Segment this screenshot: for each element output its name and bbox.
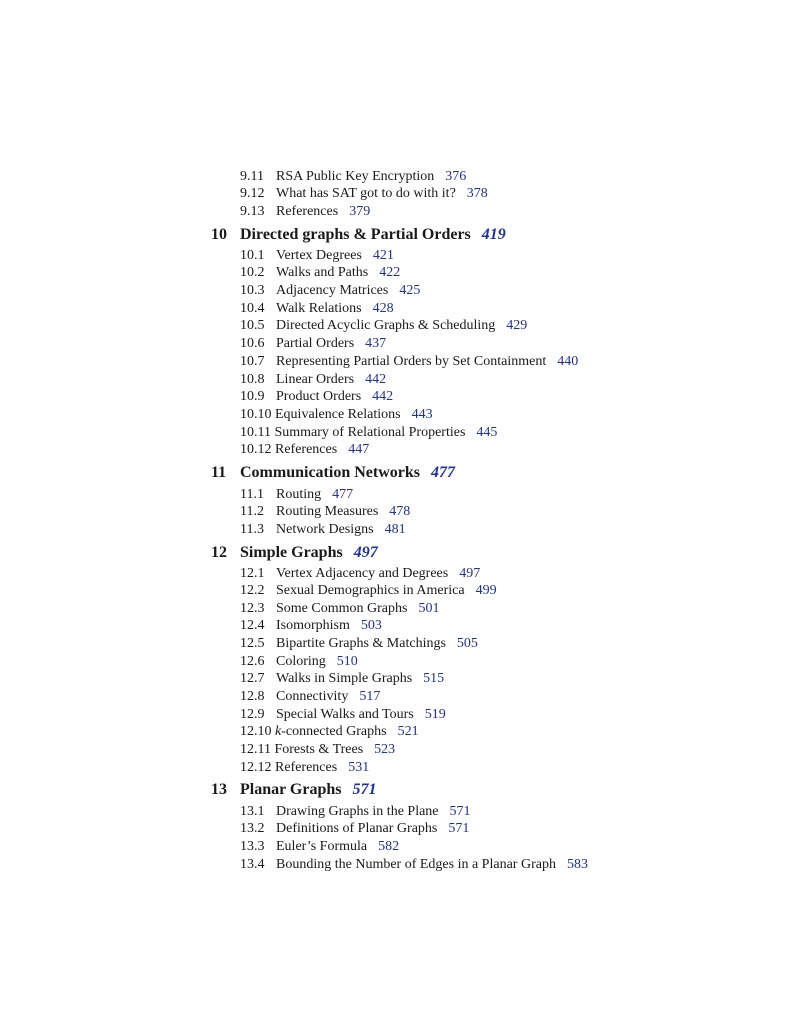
section-number: 10.8 (240, 372, 265, 387)
section-number: 10.3 (240, 283, 265, 298)
section-page-link[interactable]: 445 (476, 425, 498, 440)
chapter-title: Planar Graphs (240, 781, 342, 798)
toc-section-12-6 (240, 653, 358, 670)
section-number: 12.9 (240, 707, 265, 722)
section-title: Euler’s Formula (276, 839, 368, 854)
section-number: 9.11 (240, 169, 264, 184)
toc-section-10-9 (240, 388, 393, 405)
section-number: 11.1 (240, 487, 264, 502)
section-page-link[interactable]: 481 (384, 522, 406, 537)
section-title: Routing (276, 487, 322, 502)
section-page-link[interactable]: 443 (411, 407, 433, 422)
section-title-text: -connected Graphs (281, 724, 387, 739)
section-title: Equivalence Relations (275, 407, 401, 422)
section-title: Definitions of Planar Graphs (276, 821, 438, 836)
toc-section-10-4 (240, 300, 394, 317)
section-number: 12.12 (240, 760, 272, 775)
chapter-page-link[interactable]: 477 (431, 464, 455, 481)
toc-section-10-12 (240, 441, 369, 458)
section-page-link[interactable]: 477 (332, 487, 354, 502)
section-title: References (275, 760, 338, 775)
chapter-title: Directed graphs & Partial Orders (240, 226, 471, 243)
chapter-title: Simple Graphs (240, 544, 343, 561)
toc-section-11-2 (240, 503, 410, 520)
section-number: 10.10 (240, 407, 272, 422)
toc-section-13-4 (240, 856, 588, 873)
section-number: 12.2 (240, 583, 265, 598)
section-number: 12.8 (240, 689, 265, 704)
section-title: Routing Measures (276, 504, 379, 519)
toc-section-13-3 (240, 838, 399, 855)
section-page-link[interactable]: 379 (349, 204, 371, 219)
section-number: 11.2 (240, 504, 264, 519)
section-number: 13.1 (240, 804, 265, 819)
section-page-link[interactable]: 422 (379, 265, 401, 280)
toc-section-10-7 (240, 353, 578, 370)
toc-section-13-2 (240, 820, 469, 837)
section-title: Walks in Simple Graphs (276, 671, 413, 686)
section-page-link[interactable]: 505 (456, 636, 478, 651)
section-number: 10.9 (240, 389, 265, 404)
section-page-link[interactable]: 515 (423, 671, 445, 686)
section-number: 11.3 (240, 522, 264, 537)
section-title (275, 724, 387, 739)
section-page-link[interactable]: 447 (348, 442, 370, 457)
section-title: Walks and Paths (276, 265, 369, 280)
toc-section-10-3 (240, 282, 420, 299)
section-title: Network Designs (276, 522, 374, 537)
section-number: 12.3 (240, 601, 265, 616)
chapter-page-link[interactable]: 497 (353, 544, 378, 561)
section-title: Isomorphism (276, 618, 350, 633)
section-title: Product Orders (276, 389, 362, 404)
section-number: 12.5 (240, 636, 265, 651)
section-number: 10.5 (240, 318, 265, 333)
section-page-link[interactable]: 376 (445, 169, 467, 184)
section-title: Directed Acyclic Graphs & Scheduling (276, 318, 496, 333)
toc-section-9-12 (240, 185, 488, 202)
section-page-link[interactable]: 421 (372, 248, 394, 263)
section-page-link[interactable]: 517 (359, 689, 381, 704)
chapter-page-link[interactable]: 571 (352, 781, 377, 798)
toc-chapter-11 (211, 463, 455, 482)
section-number: 13.4 (240, 857, 265, 872)
section-page-link[interactable]: 425 (399, 283, 421, 298)
section-number: 10.11 (240, 425, 271, 440)
section-page-link[interactable]: 571 (448, 821, 470, 836)
toc-section-10-8 (240, 371, 386, 388)
section-number: 12.4 (240, 618, 265, 633)
toc-chapter-12 (211, 543, 378, 562)
toc-section-10-5 (240, 317, 527, 334)
toc-section-12-8 (240, 688, 380, 705)
section-page-link[interactable]: 510 (336, 654, 358, 669)
section-number: 12.10 (240, 724, 272, 739)
toc-section-10-10 (240, 406, 433, 423)
toc-section-12-9 (240, 706, 446, 723)
section-title: Sexual Demographics in America (276, 583, 465, 598)
section-title-variable: k (275, 724, 282, 739)
section-title: Bipartite Graphs & Matchings (276, 636, 446, 651)
section-page-link[interactable]: 531 (348, 760, 370, 775)
toc-section-12-2 (240, 582, 497, 599)
section-number: 10.1 (240, 248, 265, 263)
section-page-link[interactable]: 571 (449, 804, 471, 819)
section-number: 10.7 (240, 354, 265, 369)
section-number: 12.1 (240, 566, 265, 581)
section-page-link[interactable]: 519 (424, 707, 446, 722)
section-number: 9.13 (240, 204, 265, 219)
toc-section-10-2 (240, 264, 400, 281)
toc-section-10-11 (240, 424, 497, 441)
chapter-number: 13 (211, 781, 227, 798)
toc-section-11-1 (240, 486, 353, 503)
toc-section-13-1 (240, 803, 471, 820)
toc-section-12-5 (240, 635, 478, 652)
section-title: Vertex Adjacency and Degrees (276, 566, 449, 581)
section-number: 10.12 (240, 442, 272, 457)
toc-section-9-13 (240, 203, 370, 220)
section-page-link[interactable]: 523 (374, 742, 396, 757)
section-title: Partial Orders (276, 336, 355, 351)
chapter-number: 12 (211, 544, 227, 561)
section-page-link[interactable]: 429 (506, 318, 528, 333)
chapter-number: 11 (211, 464, 227, 481)
section-title: Coloring (276, 654, 326, 669)
toc-section-10-6 (240, 335, 386, 352)
section-page-link[interactable]: 478 (389, 504, 411, 519)
section-title: RSA Public Key Encryption (276, 169, 435, 184)
section-number: 13.2 (240, 821, 265, 836)
toc-section-12-10 (240, 723, 419, 740)
section-page-link[interactable]: 442 (365, 372, 387, 387)
section-title: Forests & Trees (274, 742, 364, 757)
section-number: 9.12 (240, 186, 265, 201)
toc-section-11-3 (240, 521, 406, 538)
toc-chapter-13 (211, 780, 377, 799)
section-title: References (275, 442, 338, 457)
toc-section-12-1 (240, 565, 480, 582)
section-page-link[interactable]: 501 (418, 601, 440, 616)
section-number: 10.2 (240, 265, 265, 280)
section-page-link[interactable]: 440 (557, 354, 579, 369)
section-title: Drawing Graphs in the Plane (276, 804, 439, 819)
section-title: What has SAT got to do with it? (276, 186, 456, 201)
section-page-link[interactable]: 442 (372, 389, 394, 404)
section-title: Adjacency Matrices (276, 283, 389, 298)
section-number: 12.11 (240, 742, 271, 757)
section-number: 13.3 (240, 839, 265, 854)
section-page-link[interactable]: 582 (378, 839, 400, 854)
chapter-page-link[interactable]: 419 (481, 226, 506, 243)
chapter-number: 10 (211, 226, 227, 243)
section-number: 12.6 (240, 654, 265, 669)
toc-section-12-12 (240, 759, 369, 776)
section-page-link[interactable]: 428 (372, 301, 394, 316)
toc-section-9-11 (240, 168, 466, 185)
section-number: 12.7 (240, 671, 265, 686)
toc-section-12-7 (240, 670, 444, 687)
chapter-title: Communication Networks (240, 464, 420, 481)
toc-chapter-10 (211, 225, 506, 244)
section-title: Bounding the Number of Edges in a Planar Graph (276, 857, 556, 872)
section-number: 10.4 (240, 301, 265, 316)
section-page-link[interactable]: 583 (566, 857, 588, 872)
toc-section-10-1 (240, 247, 394, 264)
section-title: Linear Orders (276, 372, 355, 387)
section-page-link[interactable]: 499 (475, 583, 497, 598)
section-title: Special Walks and Tours (276, 707, 414, 722)
section-page-link[interactable]: 521 (397, 724, 419, 739)
section-page-link[interactable]: 378 (466, 186, 488, 201)
section-title: Summary of Relational Properties (274, 425, 466, 440)
section-page-link[interactable]: 497 (459, 566, 481, 581)
section-title: Some Common Graphs (276, 601, 408, 616)
section-page-link[interactable]: 437 (365, 336, 387, 351)
section-title: Representing Partial Orders by Set Containment (276, 354, 547, 369)
section-title: Connectivity (276, 689, 349, 704)
toc-section-12-11 (240, 741, 395, 758)
section-title: Walk Relations (276, 301, 362, 316)
toc-section-12-3 (240, 600, 439, 617)
section-title: References (276, 204, 339, 219)
section-page-link[interactable]: 503 (360, 618, 382, 633)
section-title: Vertex Degrees (276, 248, 362, 263)
toc-section-12-4 (240, 617, 382, 634)
section-number: 10.6 (240, 336, 265, 351)
